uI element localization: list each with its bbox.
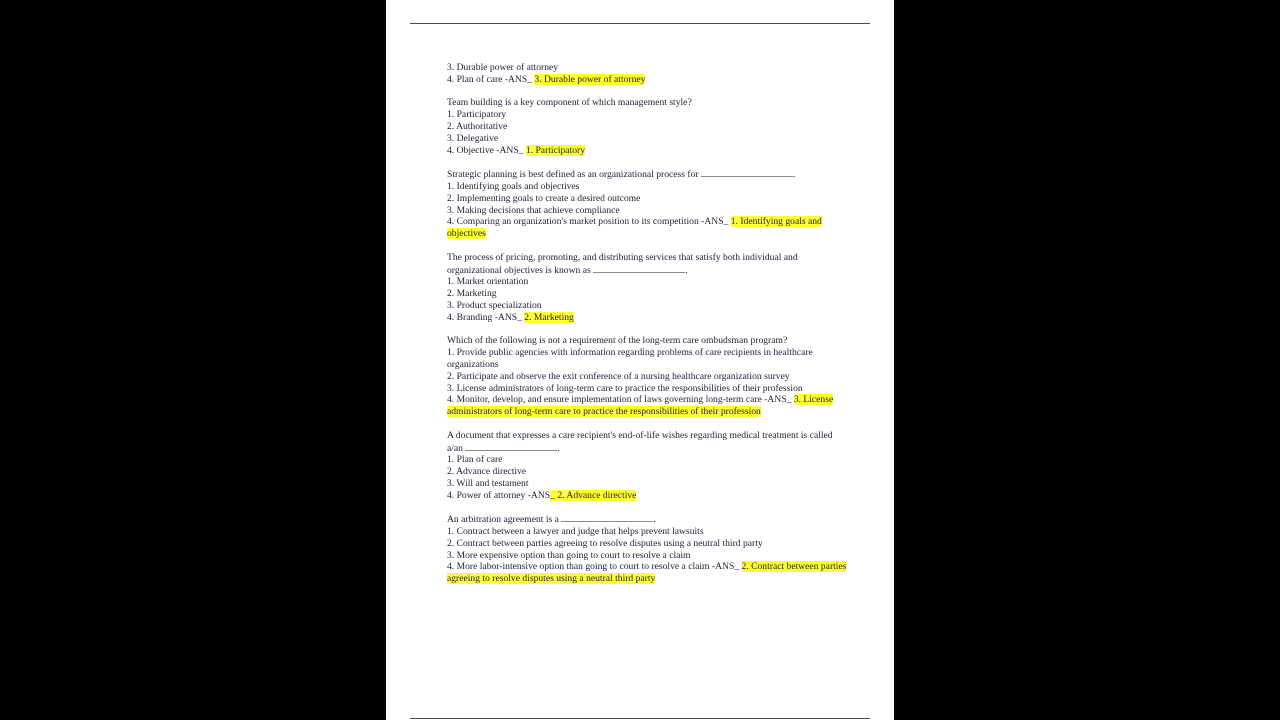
question-text <box>447 252 847 277</box>
answer-highlight: 3. Durable power of attorney <box>534 73 646 85</box>
option-line: 1. Identifying goals and objectives <box>447 180 580 192</box>
option-line: 2. Implementing goals to create a desired outcome <box>447 192 641 204</box>
option-prefix: 4. More labor-intensive option than going to court to resolve a claim -ANS_ <box>447 561 742 573</box>
question-block <box>447 513 847 585</box>
answer-line <box>447 394 847 418</box>
answer-highlight: 3. License administrators of long-term care to practice the responsibilities of their profession <box>447 394 834 418</box>
answer-highlight: 1. Participatory <box>525 144 586 156</box>
option-prefix: 4. Monitor, develop, and ensure implementation of laws governing long-term care -ANS_ <box>447 394 794 406</box>
option-line: 2. Advance directive <box>447 466 527 478</box>
question-text: Which of the following is not a requirement of the long-term care ombudsman program? <box>447 335 788 347</box>
fill-in-blank <box>593 264 685 273</box>
document-page <box>386 0 894 720</box>
answer-line <box>447 312 847 324</box>
option-prefix: 4. Comparing an organization's market position to its competition -ANS_ <box>447 216 731 228</box>
question-text-after: . <box>557 442 560 454</box>
question-fragment <box>447 62 847 86</box>
option-line: 1. Provide public agencies with information regarding problems of care recipients in healthcare organizations <box>447 347 813 370</box>
option-line: 2. Marketing <box>447 288 497 300</box>
option-line: 3. Making decisions that achieve compliance <box>447 204 620 216</box>
question-text-after: . <box>685 264 688 276</box>
answer-highlight: 1. Identifying goals and objectives <box>447 216 822 240</box>
answer-highlight: 2. Contract between parties agreeing to resolve disputes using a neutral third party <box>447 561 847 585</box>
option-prefix: 4. Plan of care -ANS_ <box>447 73 535 85</box>
option-line: 3. License administrators of long-term care to practice the responsibilities of their profession <box>447 382 803 394</box>
page-content <box>447 62 847 597</box>
question-text-before: The process of pricing, promoting, and distributing services that satisfy both individual and organizational objectives is known as <box>447 251 798 276</box>
question-text <box>447 513 847 526</box>
answer-highlight: 2. Marketing <box>524 311 574 323</box>
question-text <box>447 168 847 181</box>
answer-line <box>447 490 847 502</box>
option-line: 3. Delegative <box>447 132 499 144</box>
question-text-before: Strategic planning is best defined as an organizational process for <box>447 169 701 181</box>
answer-line <box>447 561 847 585</box>
option-line: 1. Participatory <box>447 109 507 121</box>
question-block <box>447 430 847 502</box>
footer-rule <box>410 718 870 719</box>
question-text-before: An arbitration agreement is a <box>447 514 562 526</box>
fill-in-blank <box>465 442 557 451</box>
question-text <box>447 430 847 455</box>
option-prefix: 4. Branding -ANS_ <box>447 311 525 323</box>
question-text-after: . <box>792 169 796 181</box>
question-text-before: A document that expresses a care recipient's end-of-life wishes regarding medical treatment is called a/an <box>447 429 833 454</box>
fill-in-blank <box>561 513 653 522</box>
option-line: 1. Plan of care <box>447 454 503 466</box>
question-text: Team building is a key component of which management style? <box>447 97 692 109</box>
option-line: 1. Contract between a lawyer and judge that helps prevent lawsuits <box>447 526 704 538</box>
option-prefix: 4. Objective -ANS_ <box>447 144 526 156</box>
question-text-after: . <box>653 514 656 526</box>
header-rule <box>410 23 870 24</box>
option-line: 3. Product specialization <box>447 299 542 311</box>
answer-highlight: _ 2. Advance directive <box>550 489 637 501</box>
option-prefix: 4. Power of attorney -ANS <box>447 489 551 501</box>
fill-in-blank <box>701 168 793 177</box>
question-block <box>447 168 847 240</box>
option-line: 3. More expensive option than going to court to resolve a claim <box>447 549 691 561</box>
answer-line <box>447 74 847 86</box>
option-line: 3. Durable power of attorney <box>447 62 559 73</box>
option-line: 3. Will and testament <box>447 477 529 489</box>
answer-line <box>447 145 847 157</box>
answer-line <box>447 216 847 240</box>
option-line: 2. Participate and observe the exit conference of a nursing healthcare organization survey <box>447 370 790 382</box>
question-block <box>447 97 847 156</box>
question-block <box>447 252 847 324</box>
option-line: 2. Contract between parties agreeing to resolve disputes using a neutral third party <box>447 537 763 549</box>
option-line: 1. Market orientation <box>447 276 529 288</box>
option-line: 2. Authoritative <box>447 120 508 132</box>
question-block <box>447 335 847 418</box>
